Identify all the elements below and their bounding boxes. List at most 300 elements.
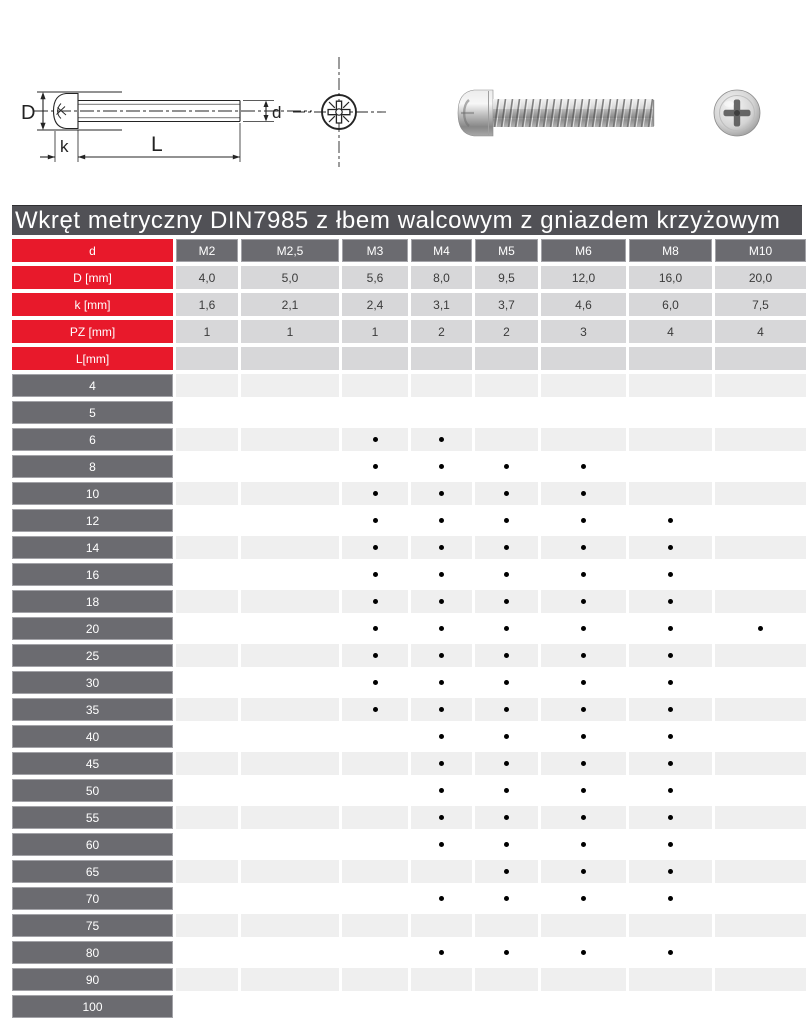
availability-cell <box>629 563 712 586</box>
availability-dot <box>504 707 509 712</box>
length-row-100 <box>12 995 809 1018</box>
availability-cell <box>176 374 238 397</box>
length-row-label: 10 <box>12 482 173 505</box>
availability-dot <box>668 707 673 712</box>
column-header-m3: M3 <box>342 239 408 262</box>
availability-cell <box>541 536 626 559</box>
availability-cell <box>715 914 806 937</box>
spec-value-cell: 1 <box>342 320 408 343</box>
spec-row-label: L[mm] <box>12 347 173 370</box>
availability-cell <box>411 887 472 910</box>
availability-cell <box>629 374 712 397</box>
availability-cell <box>241 671 339 694</box>
availability-dot <box>439 815 444 820</box>
availability-cell <box>176 941 238 964</box>
availability-dot <box>581 572 586 577</box>
availability-dot <box>373 491 378 496</box>
length-row-label: 14 <box>12 536 173 559</box>
spec-value-cell <box>475 347 538 370</box>
availability-dot <box>439 545 444 550</box>
length-row-label: 50 <box>12 779 173 802</box>
availability-cell <box>176 428 238 451</box>
availability-cell <box>715 698 806 721</box>
availability-cell <box>411 590 472 613</box>
availability-cell <box>475 563 538 586</box>
availability-cell <box>715 482 806 505</box>
availability-cell <box>475 887 538 910</box>
spec-value-cell: 3 <box>541 320 626 343</box>
availability-dot <box>758 626 763 631</box>
availability-cell <box>541 752 626 775</box>
availability-cell <box>411 995 472 1018</box>
dimension-label-head-diameter: D <box>21 102 36 124</box>
length-row-70 <box>12 887 809 910</box>
availability-cell <box>342 833 408 856</box>
availability-cell <box>475 941 538 964</box>
availability-cell <box>629 401 712 424</box>
availability-dot <box>668 518 673 523</box>
availability-cell <box>541 779 626 802</box>
availability-dot <box>668 896 673 901</box>
availability-cell <box>715 968 806 991</box>
availability-cell <box>541 914 626 937</box>
availability-cell <box>241 887 339 910</box>
availability-dot <box>439 788 444 793</box>
length-row-label: 55 <box>12 806 173 829</box>
length-row-label: 8 <box>12 455 173 478</box>
availability-cell <box>475 590 538 613</box>
availability-cell <box>342 887 408 910</box>
length-row-label: 100 <box>12 995 173 1018</box>
availability-dot <box>668 680 673 685</box>
availability-dot <box>504 869 509 874</box>
availability-cell <box>475 752 538 775</box>
availability-cell <box>475 401 538 424</box>
availability-cell <box>629 536 712 559</box>
availability-dot <box>439 761 444 766</box>
availability-dot <box>439 599 444 604</box>
length-row-label: 4 <box>12 374 173 397</box>
spec-row <box>12 347 809 370</box>
spec-value-cell: 1 <box>176 320 238 343</box>
availability-cell <box>241 374 339 397</box>
availability-cell <box>715 725 806 748</box>
availability-cell <box>176 779 238 802</box>
availability-dot <box>581 842 586 847</box>
availability-dot <box>581 896 586 901</box>
length-row-45 <box>12 752 809 775</box>
availability-dot <box>373 464 378 469</box>
availability-dot <box>439 491 444 496</box>
availability-cell <box>411 806 472 829</box>
length-row-label: 20 <box>12 617 173 640</box>
availability-dot <box>504 761 509 766</box>
availability-cell <box>342 968 408 991</box>
availability-dot <box>581 761 586 766</box>
screw-side-drawing <box>34 92 312 162</box>
availability-cell <box>475 995 538 1018</box>
availability-cell <box>541 941 626 964</box>
availability-cell <box>629 617 712 640</box>
availability-cell <box>715 401 806 424</box>
availability-dot <box>668 734 673 739</box>
availability-cell <box>241 455 339 478</box>
availability-dot <box>668 842 673 847</box>
column-header-m10: M10 <box>715 239 806 262</box>
availability-cell <box>241 914 339 937</box>
availability-dot <box>668 815 673 820</box>
availability-cell <box>241 563 339 586</box>
availability-cell <box>475 509 538 532</box>
availability-cell <box>541 590 626 613</box>
availability-cell <box>176 671 238 694</box>
availability-cell <box>715 455 806 478</box>
spec-row <box>12 320 809 343</box>
dimension-label-head-height: k <box>60 137 69 156</box>
availability-cell <box>411 509 472 532</box>
availability-cell <box>342 590 408 613</box>
availability-dot <box>504 788 509 793</box>
availability-cell <box>629 779 712 802</box>
availability-cell <box>411 671 472 694</box>
availability-cell <box>541 725 626 748</box>
length-row-20 <box>12 617 809 640</box>
length-row-25 <box>12 644 809 667</box>
availability-cell <box>176 401 238 424</box>
availability-cell <box>411 374 472 397</box>
length-row-label: 60 <box>12 833 173 856</box>
availability-cell <box>629 455 712 478</box>
length-row-label: 16 <box>12 563 173 586</box>
spec-value-cell: 16,0 <box>629 266 712 289</box>
length-row-label: 75 <box>12 914 173 937</box>
availability-dot <box>668 653 673 658</box>
spec-value-cell: 1,6 <box>176 293 238 316</box>
availability-dot <box>668 950 673 955</box>
availability-dot <box>581 653 586 658</box>
length-row-90 <box>12 968 809 991</box>
availability-cell <box>176 752 238 775</box>
spec-value-cell <box>342 347 408 370</box>
length-row-6 <box>12 428 809 451</box>
availability-cell <box>629 941 712 964</box>
spec-value-cell: 5,0 <box>241 266 339 289</box>
length-row-8 <box>12 455 809 478</box>
availability-cell <box>629 752 712 775</box>
availability-cell <box>411 779 472 802</box>
availability-cell <box>411 941 472 964</box>
availability-cell <box>629 509 712 532</box>
availability-cell <box>176 482 238 505</box>
availability-cell <box>475 779 538 802</box>
availability-dot <box>439 950 444 955</box>
availability-cell <box>629 914 712 937</box>
availability-cell <box>342 401 408 424</box>
availability-cell <box>475 914 538 937</box>
availability-cell <box>715 887 806 910</box>
spec-value-cell: 9,5 <box>475 266 538 289</box>
length-row-4 <box>12 374 809 397</box>
availability-cell <box>475 617 538 640</box>
availability-dot <box>373 626 378 631</box>
spec-value-cell: 4 <box>715 320 806 343</box>
availability-cell <box>176 563 238 586</box>
availability-cell <box>541 401 626 424</box>
availability-cell <box>475 644 538 667</box>
availability-cell <box>541 374 626 397</box>
availability-dot <box>581 680 586 685</box>
availability-cell <box>629 833 712 856</box>
length-row-label: 6 <box>12 428 173 451</box>
length-row-label: 25 <box>12 644 173 667</box>
availability-dot <box>504 626 509 631</box>
availability-cell <box>176 509 238 532</box>
length-row-label: 18 <box>12 590 173 613</box>
length-rows <box>12 374 809 1018</box>
availability-dot <box>439 734 444 739</box>
availability-dot <box>668 761 673 766</box>
spec-value-cell: 4,0 <box>176 266 238 289</box>
availability-dot <box>504 491 509 496</box>
availability-cell <box>629 590 712 613</box>
availability-dot <box>373 653 378 658</box>
spec-row-label: k [mm] <box>12 293 173 316</box>
availability-cell <box>541 833 626 856</box>
availability-cell <box>541 887 626 910</box>
length-row-75 <box>12 914 809 937</box>
screw-size-table <box>12 239 809 1022</box>
availability-dot <box>581 599 586 604</box>
availability-dot <box>504 464 509 469</box>
availability-cell <box>411 860 472 883</box>
availability-cell <box>715 617 806 640</box>
availability-cell <box>629 887 712 910</box>
availability-dot <box>504 896 509 901</box>
spec-value-cell: 8,0 <box>411 266 472 289</box>
availability-cell <box>411 401 472 424</box>
availability-cell <box>241 644 339 667</box>
availability-cell <box>176 698 238 721</box>
availability-cell <box>715 806 806 829</box>
availability-cell <box>342 725 408 748</box>
availability-cell <box>241 941 339 964</box>
availability-cell <box>342 698 408 721</box>
availability-cell <box>342 428 408 451</box>
availability-cell <box>541 698 626 721</box>
availability-cell <box>241 806 339 829</box>
availability-cell <box>715 374 806 397</box>
availability-cell <box>342 752 408 775</box>
availability-dot <box>581 491 586 496</box>
availability-dot <box>439 896 444 901</box>
availability-cell <box>241 617 339 640</box>
availability-dot <box>668 572 673 577</box>
availability-cell <box>715 428 806 451</box>
availability-cell <box>342 995 408 1018</box>
spec-row <box>12 293 809 316</box>
table-header-row <box>12 239 809 262</box>
availability-dot <box>581 464 586 469</box>
length-row-14 <box>12 536 809 559</box>
screw-technical-diagram <box>0 0 812 205</box>
column-header-m25: M2,5 <box>241 239 339 262</box>
availability-cell <box>541 968 626 991</box>
availability-cell <box>629 671 712 694</box>
availability-cell <box>411 536 472 559</box>
availability-cell <box>342 509 408 532</box>
availability-cell <box>629 860 712 883</box>
availability-cell <box>475 455 538 478</box>
availability-cell <box>715 644 806 667</box>
pozidriv-symbol-drawing <box>293 57 386 167</box>
availability-cell <box>241 428 339 451</box>
availability-cell <box>715 779 806 802</box>
availability-cell <box>715 536 806 559</box>
spec-value-cell <box>715 347 806 370</box>
length-row-label: 40 <box>12 725 173 748</box>
spec-value-cell <box>176 347 238 370</box>
availability-cell <box>176 644 238 667</box>
availability-cell <box>342 779 408 802</box>
spec-value-cell: 7,5 <box>715 293 806 316</box>
length-row-12 <box>12 509 809 532</box>
spec-row-label: D [mm] <box>12 266 173 289</box>
availability-cell <box>241 590 339 613</box>
availability-cell <box>241 725 339 748</box>
availability-cell <box>541 482 626 505</box>
availability-dot <box>504 842 509 847</box>
availability-dot <box>581 518 586 523</box>
availability-cell <box>176 617 238 640</box>
availability-cell <box>629 644 712 667</box>
spec-value-cell: 1 <box>241 320 339 343</box>
availability-cell <box>475 536 538 559</box>
availability-cell <box>715 833 806 856</box>
availability-dot <box>581 545 586 550</box>
availability-cell <box>629 806 712 829</box>
availability-dot <box>581 734 586 739</box>
availability-cell <box>715 509 806 532</box>
spec-value-cell <box>411 347 472 370</box>
availability-cell <box>342 617 408 640</box>
availability-dot <box>439 437 444 442</box>
availability-cell <box>541 428 626 451</box>
length-row-18 <box>12 590 809 613</box>
availability-cell <box>715 941 806 964</box>
length-row-label: 65 <box>12 860 173 883</box>
availability-dot <box>373 599 378 604</box>
availability-cell <box>629 428 712 451</box>
availability-dot <box>581 950 586 955</box>
spec-value-cell: 4 <box>629 320 712 343</box>
column-header-m5: M5 <box>475 239 538 262</box>
availability-cell <box>176 860 238 883</box>
length-row-16 <box>12 563 809 586</box>
availability-cell <box>411 833 472 856</box>
availability-dot <box>668 788 673 793</box>
availability-cell <box>241 779 339 802</box>
length-row-label: 5 <box>12 401 173 424</box>
availability-dot <box>373 707 378 712</box>
availability-cell <box>176 887 238 910</box>
availability-cell <box>342 941 408 964</box>
availability-dot <box>439 653 444 658</box>
availability-dot <box>504 545 509 550</box>
availability-dot <box>504 572 509 577</box>
length-row-35 <box>12 698 809 721</box>
length-row-50 <box>12 779 809 802</box>
availability-cell <box>241 833 339 856</box>
availability-cell <box>411 644 472 667</box>
length-row-label: 35 <box>12 698 173 721</box>
availability-cell <box>629 725 712 748</box>
availability-cell <box>241 698 339 721</box>
availability-dot <box>504 734 509 739</box>
availability-dot <box>373 518 378 523</box>
availability-cell <box>342 860 408 883</box>
availability-cell <box>241 509 339 532</box>
length-row-label: 30 <box>12 671 173 694</box>
availability-cell <box>411 725 472 748</box>
availability-cell <box>342 482 408 505</box>
spec-value-cell <box>241 347 339 370</box>
availability-dot <box>581 707 586 712</box>
length-row-5 <box>12 401 809 424</box>
availability-dot <box>439 572 444 577</box>
availability-cell <box>541 995 626 1018</box>
availability-cell <box>241 995 339 1018</box>
availability-cell <box>629 968 712 991</box>
availability-cell <box>176 536 238 559</box>
availability-cell <box>411 698 472 721</box>
availability-cell <box>176 968 238 991</box>
availability-cell <box>715 671 806 694</box>
availability-cell <box>475 482 538 505</box>
availability-cell <box>241 482 339 505</box>
availability-dot <box>668 545 673 550</box>
spec-row <box>12 266 809 289</box>
availability-dot <box>504 950 509 955</box>
availability-cell <box>176 455 238 478</box>
availability-cell <box>176 590 238 613</box>
availability-cell <box>541 509 626 532</box>
availability-cell <box>342 914 408 937</box>
availability-cell <box>475 725 538 748</box>
spec-value-cell: 12,0 <box>541 266 626 289</box>
availability-cell <box>241 860 339 883</box>
dimension-label-length: L <box>151 133 163 156</box>
length-row-label: 70 <box>12 887 173 910</box>
availability-cell <box>176 995 238 1018</box>
length-row-label: 12 <box>12 509 173 532</box>
spec-value-cell: 6,0 <box>629 293 712 316</box>
column-header-m2: M2 <box>176 239 238 262</box>
availability-cell <box>541 806 626 829</box>
availability-cell <box>715 995 806 1018</box>
column-header-m8: M8 <box>629 239 712 262</box>
availability-dot <box>439 842 444 847</box>
availability-cell <box>475 374 538 397</box>
availability-dot <box>581 869 586 874</box>
dimension-label-shaft-diameter: d <box>272 103 282 122</box>
spec-value-cell: 4,6 <box>541 293 626 316</box>
spec-value-cell: 3,7 <box>475 293 538 316</box>
corner-header-d: d <box>12 239 173 262</box>
availability-dot <box>373 437 378 442</box>
availability-cell <box>241 968 339 991</box>
availability-cell <box>176 725 238 748</box>
length-row-80 <box>12 941 809 964</box>
